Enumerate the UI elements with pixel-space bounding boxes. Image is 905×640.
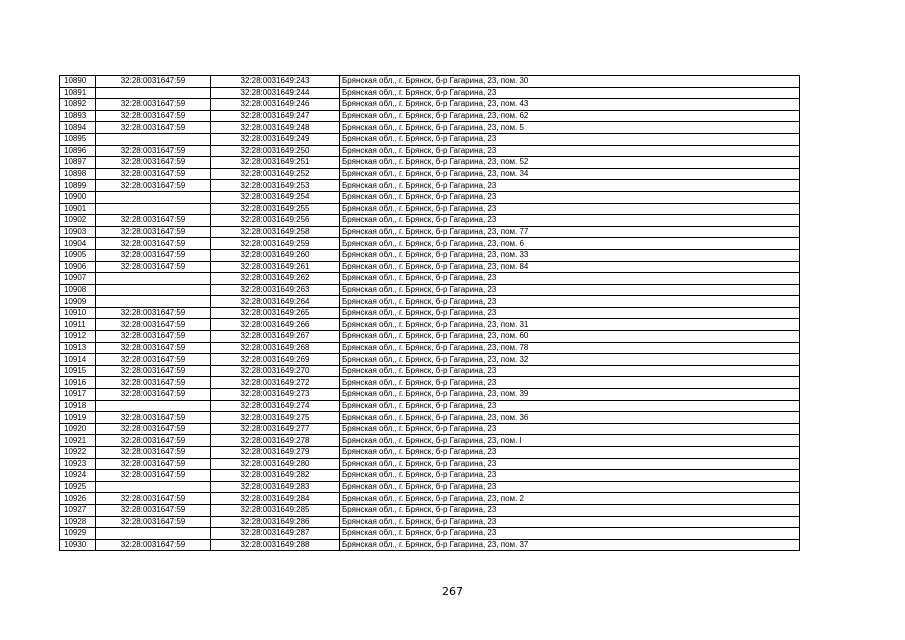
land-plot-cadastral-cell	[96, 296, 211, 308]
address-cell: Брянская обл., г. Брянск, б-р Гагарина, 23	[340, 273, 800, 285]
table-row	[60, 76, 800, 88]
row-number-cell: 10907	[60, 273, 96, 285]
address-cell: Брянская обл., г. Брянск, б-р Гагарина, 23, пом. 77	[340, 226, 800, 238]
land-plot-cadastral-cell: 32:28:0031647:59	[96, 516, 211, 528]
row-number-cell: 10904	[60, 238, 96, 250]
row-number-cell: 10915	[60, 365, 96, 377]
table-row	[60, 249, 800, 261]
premises-cadastral-cell: 32:28:0031649:256	[211, 215, 340, 227]
row-number-cell: 10920	[60, 423, 96, 435]
row-number-cell: 10902	[60, 215, 96, 227]
table-row	[60, 447, 800, 459]
premises-cadastral-cell: 32:28:0031649:262	[211, 273, 340, 285]
premises-cadastral-cell: 32:28:0031649:266	[211, 319, 340, 331]
address-cell: Брянская обл., г. Брянск, б-р Гагарина, 23, пом. 6	[340, 238, 800, 250]
land-plot-cadastral-cell	[96, 528, 211, 540]
row-number-cell: 10927	[60, 504, 96, 516]
premises-cadastral-cell: 32:28:0031649:261	[211, 261, 340, 273]
land-plot-cadastral-cell: 32:28:0031647:59	[96, 145, 211, 157]
page-number: 267	[442, 585, 463, 598]
premises-cadastral-cell: 32:28:0031649:259	[211, 238, 340, 250]
land-plot-cadastral-cell: 32:28:0031647:59	[96, 249, 211, 261]
land-plot-cadastral-cell: 32:28:0031647:59	[96, 76, 211, 88]
table-row	[60, 504, 800, 516]
premises-cadastral-cell: 32:28:0031649:268	[211, 342, 340, 354]
land-plot-cadastral-cell	[96, 191, 211, 203]
premises-cadastral-cell: 32:28:0031649:274	[211, 400, 340, 412]
premises-cadastral-cell: 32:28:0031649:243	[211, 76, 340, 88]
land-plot-cadastral-cell: 32:28:0031647:59	[96, 342, 211, 354]
address-cell: Брянская обл., г. Брянск, б-р Гагарина, 23	[340, 423, 800, 435]
premises-cadastral-cell: 32:28:0031649:248	[211, 122, 340, 134]
address-cell: Брянская обл., г. Брянск, б-р Гагарина, 23, пом. 37	[340, 539, 800, 551]
address-cell: Брянская обл., г. Брянск, б-р Гагарина, 23, пом. 62	[340, 110, 800, 122]
address-cell: Брянская обл., г. Брянск, б-р Гагарина, 23	[340, 180, 800, 192]
address-cell: Брянская обл., г. Брянск, б-р Гагарина, 23, пом. 36	[340, 412, 800, 424]
premises-cadastral-cell: 32:28:0031649:263	[211, 284, 340, 296]
address-cell: Брянская обл., г. Брянск, б-р Гагарина, 23, пом. 34	[340, 168, 800, 180]
premises-cadastral-cell: 32:28:0031649:283	[211, 481, 340, 493]
row-number-cell: 10894	[60, 122, 96, 134]
premises-cadastral-cell: 32:28:0031649:286	[211, 516, 340, 528]
premises-cadastral-cell: 32:28:0031649:279	[211, 447, 340, 459]
premises-cadastral-cell: 32:28:0031649:260	[211, 249, 340, 261]
land-plot-cadastral-cell: 32:28:0031647:59	[96, 504, 211, 516]
land-plot-cadastral-cell	[96, 481, 211, 493]
address-cell: Брянская обл., г. Брянск, б-р Гагарина, 23	[340, 133, 800, 145]
premises-cadastral-cell: 32:28:0031649:285	[211, 504, 340, 516]
land-plot-cadastral-cell: 32:28:0031647:59	[96, 215, 211, 227]
table-row	[60, 273, 800, 285]
table-row	[60, 400, 800, 412]
premises-cadastral-cell: 32:28:0031649:253	[211, 180, 340, 192]
premises-cadastral-cell: 32:28:0031649:252	[211, 168, 340, 180]
land-plot-cadastral-cell: 32:28:0031647:59	[96, 493, 211, 505]
table-row	[60, 110, 800, 122]
land-plot-cadastral-cell	[96, 284, 211, 296]
table-row	[60, 191, 800, 203]
address-cell: Брянская обл., г. Брянск, б-р Гагарина, 23, пом. 52	[340, 157, 800, 169]
address-cell: Брянская обл., г. Брянск, б-р Гагарина, 23	[340, 504, 800, 516]
premises-cadastral-cell: 32:28:0031649:249	[211, 133, 340, 145]
address-cell: Брянская обл., г. Брянск, б-р Гагарина, 23	[340, 296, 800, 308]
address-cell: Брянская обл., г. Брянск, б-р Гагарина, 23, пом. 43	[340, 99, 800, 111]
table-row	[60, 307, 800, 319]
address-cell: Брянская обл., г. Брянск, б-р Гагарина, 23, пом. 33	[340, 249, 800, 261]
row-number-cell: 10913	[60, 342, 96, 354]
premises-cadastral-cell: 32:28:0031649:247	[211, 110, 340, 122]
table-row	[60, 412, 800, 424]
address-cell: Брянская обл., г. Брянск, б-р Гагарина, 23, пом. 30	[340, 76, 800, 88]
table-row	[60, 296, 800, 308]
row-number-cell: 10921	[60, 435, 96, 447]
table-row	[60, 481, 800, 493]
address-cell: Брянская обл., г. Брянск, б-р Гагарина, 23	[340, 365, 800, 377]
table-row	[60, 180, 800, 192]
table-row	[60, 87, 800, 99]
table-row	[60, 133, 800, 145]
row-number-cell: 10916	[60, 377, 96, 389]
address-cell: Брянская обл., г. Брянск, б-р Гагарина, 23	[340, 307, 800, 319]
premises-cadastral-cell: 32:28:0031649:251	[211, 157, 340, 169]
premises-cadastral-cell: 32:28:0031649:288	[211, 539, 340, 551]
row-number-cell: 10909	[60, 296, 96, 308]
row-number-cell: 10929	[60, 528, 96, 540]
premises-cadastral-cell: 32:28:0031649:267	[211, 331, 340, 343]
row-number-cell: 10903	[60, 226, 96, 238]
land-plot-cadastral-cell: 32:28:0031647:59	[96, 180, 211, 192]
premises-cadastral-cell: 32:28:0031649:264	[211, 296, 340, 308]
address-cell: Брянская обл., г. Брянск, б-р Гагарина, 23, пом. I	[340, 435, 800, 447]
land-plot-cadastral-cell: 32:28:0031647:59	[96, 458, 211, 470]
address-cell: Брянская обл., г. Брянск, б-р Гагарина, 23, пом. 5	[340, 122, 800, 134]
table-row	[60, 145, 800, 157]
address-cell: Брянская обл., г. Брянск, б-р Гагарина, 23	[340, 481, 800, 493]
address-cell: Брянская обл., г. Брянск, б-р Гагарина, 23	[340, 516, 800, 528]
premises-cadastral-cell: 32:28:0031649:246	[211, 99, 340, 111]
table-row	[60, 226, 800, 238]
premises-cadastral-cell: 32:28:0031649:275	[211, 412, 340, 424]
land-plot-cadastral-cell	[96, 400, 211, 412]
row-number-cell: 10930	[60, 539, 96, 551]
address-cell: Брянская обл., г. Брянск, б-р Гагарина, 23	[340, 458, 800, 470]
land-plot-cadastral-cell: 32:28:0031647:59	[96, 122, 211, 134]
address-cell: Брянская обл., г. Брянск, б-р Гагарина, 23	[340, 215, 800, 227]
land-plot-cadastral-cell: 32:28:0031647:59	[96, 226, 211, 238]
row-number-cell: 10897	[60, 157, 96, 169]
table-row	[60, 493, 800, 505]
address-cell: Брянская обл., г. Брянск, б-р Гагарина, 23, пом. 84	[340, 261, 800, 273]
premises-cadastral-cell: 32:28:0031649:258	[211, 226, 340, 238]
land-plot-cadastral-cell: 32:28:0031647:59	[96, 261, 211, 273]
land-plot-cadastral-cell	[96, 273, 211, 285]
table-row	[60, 470, 800, 482]
row-number-cell: 10891	[60, 87, 96, 99]
land-plot-cadastral-cell: 32:28:0031647:59	[96, 389, 211, 401]
table-row	[60, 203, 800, 215]
table-row	[60, 458, 800, 470]
address-cell: Брянская обл., г. Брянск, б-р Гагарина, 23	[340, 470, 800, 482]
land-plot-cadastral-cell	[96, 133, 211, 145]
land-plot-cadastral-cell: 32:28:0031647:59	[96, 447, 211, 459]
row-number-cell: 10926	[60, 493, 96, 505]
register-table-body	[60, 76, 800, 551]
row-number-cell: 10905	[60, 249, 96, 261]
table-row	[60, 389, 800, 401]
table-row	[60, 122, 800, 134]
land-plot-cadastral-cell: 32:28:0031647:59	[96, 157, 211, 169]
land-plot-cadastral-cell	[96, 203, 211, 215]
address-cell: Брянская обл., г. Брянск, б-р Гагарина, 23	[340, 400, 800, 412]
row-number-cell: 10914	[60, 354, 96, 366]
table-row	[60, 331, 800, 343]
land-plot-cadastral-cell: 32:28:0031647:59	[96, 331, 211, 343]
land-plot-cadastral-cell: 32:28:0031647:59	[96, 423, 211, 435]
address-cell: Брянская обл., г. Брянск, б-р Гагарина, 23, пом. 60	[340, 331, 800, 343]
table-row	[60, 238, 800, 250]
row-number-cell: 10919	[60, 412, 96, 424]
address-cell: Брянская обл., г. Брянск, б-р Гагарина, 23	[340, 145, 800, 157]
row-number-cell: 10896	[60, 145, 96, 157]
row-number-cell: 10908	[60, 284, 96, 296]
row-number-cell: 10910	[60, 307, 96, 319]
premises-cadastral-cell: 32:28:0031649:270	[211, 365, 340, 377]
table-row	[60, 342, 800, 354]
land-plot-cadastral-cell: 32:28:0031647:59	[96, 110, 211, 122]
land-plot-cadastral-cell: 32:28:0031647:59	[96, 435, 211, 447]
table-row	[60, 354, 800, 366]
land-plot-cadastral-cell	[96, 87, 211, 99]
address-cell: Брянская обл., г. Брянск, б-р Гагарина, 23	[340, 284, 800, 296]
row-number-cell: 10928	[60, 516, 96, 528]
premises-cadastral-cell: 32:28:0031649:284	[211, 493, 340, 505]
table-row	[60, 423, 800, 435]
row-number-cell: 10925	[60, 481, 96, 493]
premises-cadastral-cell: 32:28:0031649:250	[211, 145, 340, 157]
address-cell: Брянская обл., г. Брянск, б-р Гагарина, 23, пом. 32	[340, 354, 800, 366]
row-number-cell: 10924	[60, 470, 96, 482]
land-plot-cadastral-cell: 32:28:0031647:59	[96, 539, 211, 551]
table-row	[60, 435, 800, 447]
table-row	[60, 319, 800, 331]
land-plot-cadastral-cell: 32:28:0031647:59	[96, 354, 211, 366]
premises-cadastral-cell: 32:28:0031649:278	[211, 435, 340, 447]
address-cell: Брянская обл., г. Брянск, б-р Гагарина, 23	[340, 528, 800, 540]
land-plot-cadastral-cell: 32:28:0031647:59	[96, 377, 211, 389]
premises-cadastral-cell: 32:28:0031649:273	[211, 389, 340, 401]
row-number-cell: 10895	[60, 133, 96, 145]
premises-cadastral-cell: 32:28:0031649:287	[211, 528, 340, 540]
land-plot-cadastral-cell: 32:28:0031647:59	[96, 470, 211, 482]
premises-cadastral-cell: 32:28:0031649:265	[211, 307, 340, 319]
table-row	[60, 215, 800, 227]
table-row	[60, 168, 800, 180]
row-number-cell: 10901	[60, 203, 96, 215]
cadastral-register-table	[59, 75, 800, 551]
table-row	[60, 516, 800, 528]
address-cell: Брянская обл., г. Брянск, б-р Гагарина, 23, пом. 78	[340, 342, 800, 354]
table-row	[60, 284, 800, 296]
premises-cadastral-cell: 32:28:0031649:282	[211, 470, 340, 482]
table-row	[60, 157, 800, 169]
row-number-cell: 10917	[60, 389, 96, 401]
row-number-cell: 10918	[60, 400, 96, 412]
row-number-cell: 10912	[60, 331, 96, 343]
row-number-cell: 10899	[60, 180, 96, 192]
row-number-cell: 10922	[60, 447, 96, 459]
land-plot-cadastral-cell: 32:28:0031647:59	[96, 319, 211, 331]
premises-cadastral-cell: 32:28:0031649:269	[211, 354, 340, 366]
address-cell: Брянская обл., г. Брянск, б-р Гагарина, 23	[340, 377, 800, 389]
address-cell: Брянская обл., г. Брянск, б-р Гагарина, 23	[340, 191, 800, 203]
row-number-cell: 10900	[60, 191, 96, 203]
premises-cadastral-cell: 32:28:0031649:244	[211, 87, 340, 99]
row-number-cell: 10892	[60, 99, 96, 111]
table-row	[60, 528, 800, 540]
land-plot-cadastral-cell: 32:28:0031647:59	[96, 168, 211, 180]
table-row	[60, 377, 800, 389]
land-plot-cadastral-cell: 32:28:0031647:59	[96, 365, 211, 377]
address-cell: Брянская обл., г. Брянск, б-р Гагарина, 23	[340, 447, 800, 459]
address-cell: Брянская обл., г. Брянск, б-р Гагарина, 23	[340, 87, 800, 99]
row-number-cell: 10890	[60, 76, 96, 88]
table-row	[60, 99, 800, 111]
table-row	[60, 539, 800, 551]
land-plot-cadastral-cell: 32:28:0031647:59	[96, 238, 211, 250]
address-cell: Брянская обл., г. Брянск, б-р Гагарина, 23	[340, 203, 800, 215]
address-cell: Брянская обл., г. Брянск, б-р Гагарина, 23, пом. 2	[340, 493, 800, 505]
land-plot-cadastral-cell: 32:28:0031647:59	[96, 99, 211, 111]
row-number-cell: 10893	[60, 110, 96, 122]
land-plot-cadastral-cell: 32:28:0031647:59	[96, 412, 211, 424]
premises-cadastral-cell: 32:28:0031649:272	[211, 377, 340, 389]
premises-cadastral-cell: 32:28:0031649:277	[211, 423, 340, 435]
table-row	[60, 365, 800, 377]
row-number-cell: 10911	[60, 319, 96, 331]
premises-cadastral-cell: 32:28:0031649:255	[211, 203, 340, 215]
row-number-cell: 10906	[60, 261, 96, 273]
table-row	[60, 261, 800, 273]
premises-cadastral-cell: 32:28:0031649:254	[211, 191, 340, 203]
land-plot-cadastral-cell: 32:28:0031647:59	[96, 307, 211, 319]
row-number-cell: 10898	[60, 168, 96, 180]
premises-cadastral-cell: 32:28:0031649:280	[211, 458, 340, 470]
address-cell: Брянская обл., г. Брянск, б-р Гагарина, 23, пом. 31	[340, 319, 800, 331]
row-number-cell: 10923	[60, 458, 96, 470]
address-cell: Брянская обл., г. Брянск, б-р Гагарина, 23, пом. 39	[340, 389, 800, 401]
